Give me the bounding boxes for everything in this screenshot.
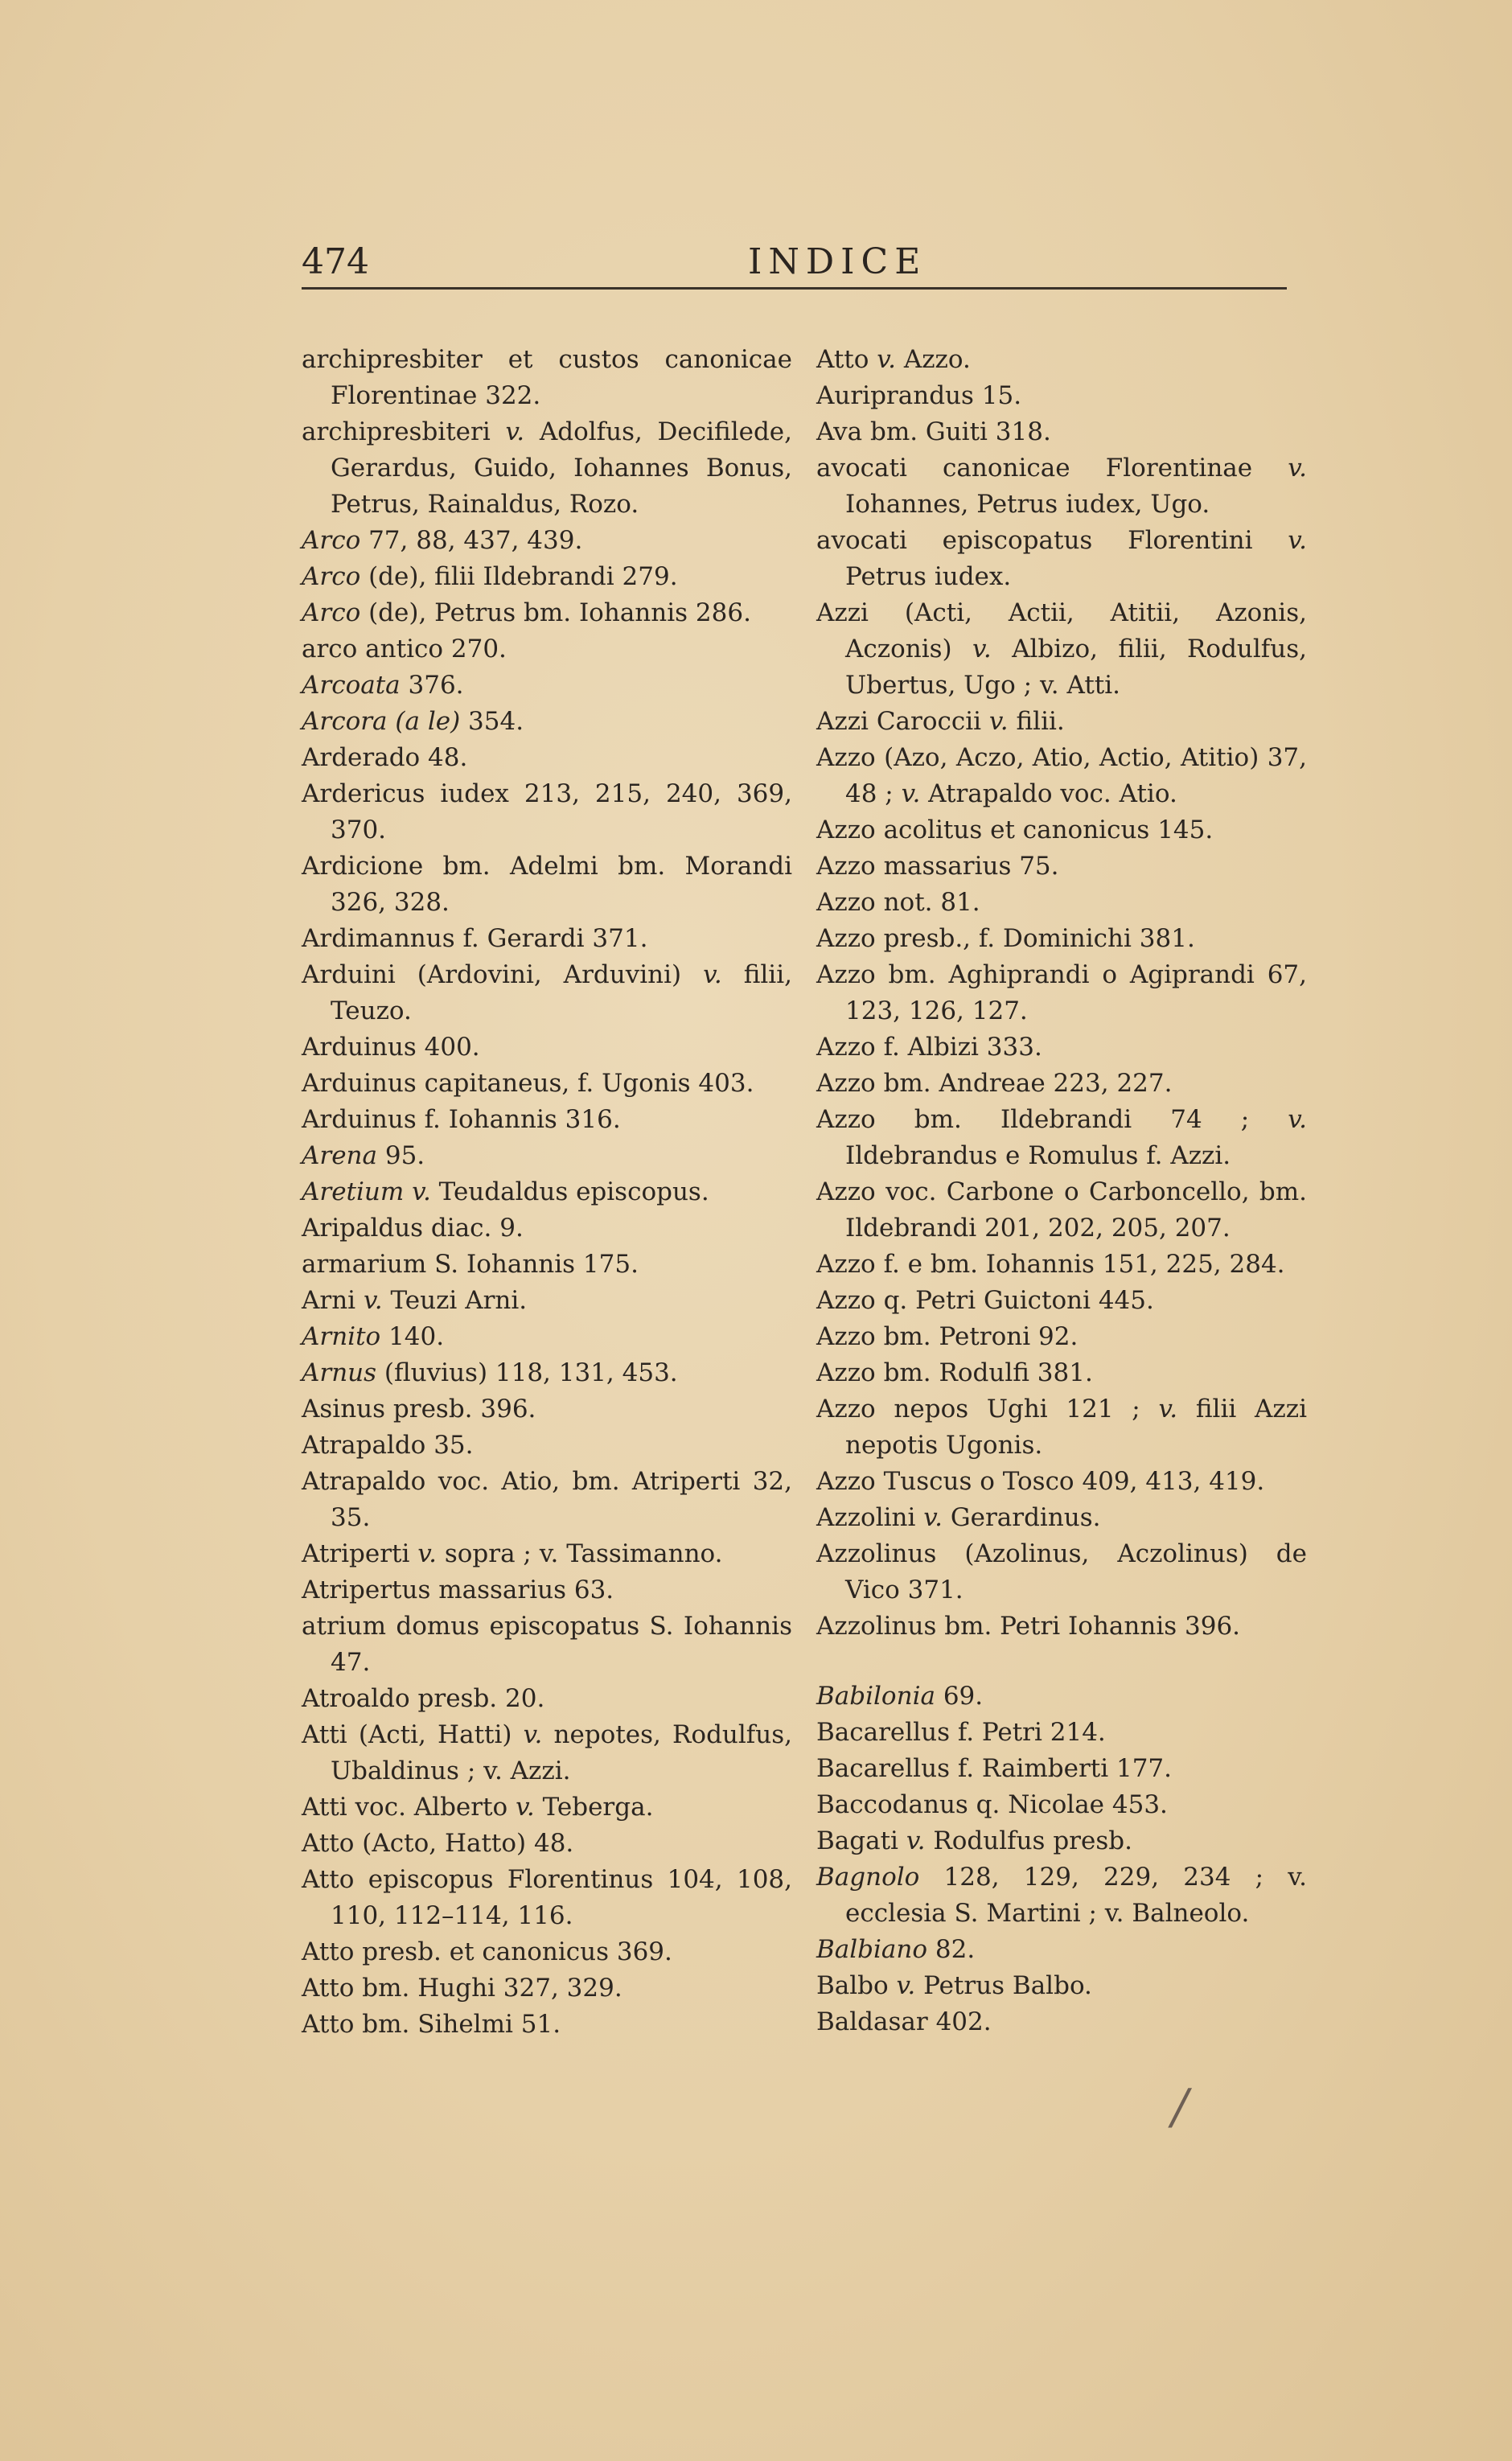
entry-it: Aretium v. xyxy=(302,1177,431,1206)
entry-post: Atto bm. Hughi 327, 329. xyxy=(302,1974,622,2003)
entry-it: Babilonia xyxy=(816,1682,935,1711)
entry-post: armarium S. Iohannis 175. xyxy=(302,1250,639,1279)
index-entry xyxy=(816,1608,1307,1645)
index-entry xyxy=(816,1968,1307,2004)
entry-post: Ardericus iudex 213, 215, 240, 369, 370. xyxy=(302,779,792,844)
index-entry xyxy=(816,1066,1307,1102)
index-entry xyxy=(816,740,1307,812)
entry-post: Ava bm. Guiti 318. xyxy=(816,417,1051,446)
index-entry xyxy=(816,1715,1307,1751)
entry-post: Teuzi Arni. xyxy=(382,1286,528,1315)
entry-post: Atto (Acto, Hatto) 48. xyxy=(302,1829,574,1858)
entry-it: v. xyxy=(988,707,1009,736)
entry-post: Bacarellus f. Raimberti 177. xyxy=(816,1754,1173,1783)
index-entry xyxy=(302,921,792,957)
entry-post: Azzo not. 81. xyxy=(816,888,980,917)
entry-it: Arnus xyxy=(302,1358,377,1387)
index-entry xyxy=(302,1102,792,1138)
index-entry xyxy=(816,1319,1307,1355)
header-rule xyxy=(302,287,1287,290)
entry-it: Arco xyxy=(302,598,361,627)
entry-it: v. xyxy=(1158,1395,1178,1424)
entry-post: Atroaldo presb. 20. xyxy=(302,1684,545,1713)
entry-post: Azzo bm. Andreae 223, 227. xyxy=(816,1069,1173,1098)
page-number: 474 xyxy=(302,241,369,282)
index-entry xyxy=(302,1210,792,1247)
entry-it: v. xyxy=(523,1720,543,1749)
entry-pre: Azzi (Acti, Actii, Atitii, Azonis, Aczonis) xyxy=(816,598,1307,664)
entry-post: Ildebrandus e Romulus f. Azzi. xyxy=(845,1141,1231,1170)
entry-it: Balbiano xyxy=(816,1935,928,1964)
index-entry xyxy=(816,1500,1307,1536)
entry-post: 128, 129, 229, 234 ; v. ecclesia S. Martini ; v. Balneolo. xyxy=(845,1863,1307,1928)
entry-pre: Atto xyxy=(816,345,877,374)
index-entry xyxy=(816,1823,1307,1859)
entry-pre: Bagati xyxy=(816,1826,906,1855)
index-entry xyxy=(816,704,1307,740)
entry-it: Arcoata xyxy=(302,671,401,700)
entry-it: v. xyxy=(516,1793,535,1822)
entry-it: v. xyxy=(901,779,921,808)
index-entry xyxy=(302,848,792,921)
entry-post: Bacarellus f. Petri 214. xyxy=(816,1718,1106,1747)
entry-post: Ardimannus f. Gerardi 371. xyxy=(302,924,648,953)
entry-it: v. xyxy=(1288,454,1307,483)
entry-post: Azzo f. Albizi 333. xyxy=(816,1033,1042,1062)
entry-post: Atto episcopus Florentinus 104, 108, 110, 112–114, 116. xyxy=(302,1865,792,1930)
entry-it: Arcora (a le) xyxy=(302,707,461,736)
entry-pre: Balbo xyxy=(816,1971,897,2000)
entry-post: nepotes, Rodulfus, Ubaldinus ; v. Azzi. xyxy=(331,1720,792,1785)
index-entry xyxy=(302,1862,792,1934)
entry-post: atrium domus episcopatus S. Iohannis 47. xyxy=(302,1612,792,1677)
entry-post: Azzo voc. Carbone o Carboncello, bm. Ildebrandi 201, 202, 205, 207. xyxy=(816,1177,1307,1243)
entry-it: v. xyxy=(877,345,896,374)
entry-post: Albizo, filii, Rodulfus, Ubertus, Ugo ; v. Atti. xyxy=(845,635,1307,700)
entry-pre: avocati canonicae Florentinae xyxy=(816,454,1288,483)
index-entry xyxy=(302,1174,792,1210)
entry-it: v. xyxy=(1288,526,1307,555)
entry-post: Adolfus, Decifilede, Gerardus, Guido, Iohannes Bonus, Petrus, Rainaldus, Rozo. xyxy=(331,417,792,519)
index-entry xyxy=(816,414,1307,450)
entry-pre: Azzo nepos Ughi 121 ; xyxy=(816,1395,1159,1424)
entry-post: archipresbiter et custos canonicae Florentinae 322. xyxy=(302,345,792,410)
index-entry xyxy=(302,1283,792,1319)
entry-it: v. xyxy=(417,1539,437,1568)
index-entry xyxy=(816,2004,1307,2040)
index-entry xyxy=(302,1789,792,1826)
entry-it: Arena xyxy=(302,1141,377,1170)
index-column-left xyxy=(302,342,792,2043)
entry-pre: Azzo bm. Ildebrandi 74 ; xyxy=(816,1105,1288,1134)
index-entry xyxy=(302,1826,792,1862)
entry-pre: archipresbiteri xyxy=(302,417,506,446)
entry-pre: Arduini (Ardovini, Arduvini) xyxy=(302,960,704,989)
index-entry xyxy=(816,1391,1307,1464)
index-entry xyxy=(816,1174,1307,1247)
entry-post: (de), Petrus bm. Iohannis 286. xyxy=(360,598,751,627)
entry-post: (de), filii Ildebrandi 279. xyxy=(360,562,678,591)
entry-pre: Arni xyxy=(302,1286,364,1315)
index-entry xyxy=(816,921,1307,957)
index-entry xyxy=(302,776,792,848)
index-entry xyxy=(302,1247,792,1283)
running-head: INDICE xyxy=(748,241,927,282)
entry-post: filii, Teuzo. xyxy=(331,960,792,1025)
entry-post: Atto presb. et canonicus 369. xyxy=(302,1937,672,1966)
entry-post: Azzo. xyxy=(895,345,971,374)
index-entry xyxy=(302,1536,792,1572)
entry-it: v. xyxy=(363,1286,383,1315)
index-entry xyxy=(302,1319,792,1355)
entry-post: Ardicione bm. Adelmi bm. Morandi 326, 328. xyxy=(302,852,792,917)
entry-post: Azzo f. e bm. Iohannis 151, 225, 284. xyxy=(816,1250,1285,1279)
entry-pre: avocati episcopatus Florentini xyxy=(816,526,1288,555)
index-entry xyxy=(302,1355,792,1391)
entry-pre: Atti (Acti, Hatti) xyxy=(302,1720,524,1749)
entry-post: Azzo bm. Rodulfi 381. xyxy=(816,1358,1093,1387)
entry-post: 77, 88, 437, 439. xyxy=(360,526,583,555)
index-entry xyxy=(302,1681,792,1717)
index-entry xyxy=(302,1428,792,1464)
entry-it: Arco xyxy=(302,562,361,591)
entry-pre: Atriperti xyxy=(302,1539,418,1568)
entry-post: Rodulfus presb. xyxy=(925,1826,1132,1855)
entry-post: Atto bm. Sihelmi 51. xyxy=(302,2010,561,2039)
index-entry xyxy=(302,1572,792,1608)
index-entry xyxy=(302,740,792,776)
entry-it: Bagnolo xyxy=(816,1863,920,1892)
entry-it: v. xyxy=(505,417,525,446)
index-entry xyxy=(816,1102,1307,1174)
entry-it: Arco xyxy=(302,526,361,555)
entry-post: Asinus presb. 396. xyxy=(302,1395,536,1424)
index-entry xyxy=(302,1934,792,1970)
entry-pre: Azzi Caroccii xyxy=(816,707,989,736)
index-entry xyxy=(816,885,1307,921)
index-entry xyxy=(816,1751,1307,1787)
entry-post: Auriprandus 15. xyxy=(816,381,1022,410)
index-entry xyxy=(302,1138,792,1174)
entry-post: Gerardinus. xyxy=(942,1503,1101,1532)
index-entry xyxy=(302,595,792,631)
entry-post: Azzo bm. Aghiprandi o Agiprandi 67, 123, 126, 127. xyxy=(816,960,1307,1025)
index-entry xyxy=(816,812,1307,848)
entry-post: sopra ; v. Tassimanno. xyxy=(436,1539,723,1568)
index-entry xyxy=(816,523,1307,595)
entry-post: Azzolinus (Azolinus, Aczolinus) de Vico 371. xyxy=(816,1539,1307,1604)
entry-it: v. xyxy=(923,1503,943,1532)
entry-post: Azzo bm. Petroni 92. xyxy=(816,1322,1079,1351)
entry-post: Azzo massarius 75. xyxy=(816,852,1059,881)
entry-post: 140. xyxy=(380,1322,445,1351)
index-entry xyxy=(302,957,792,1029)
index-entry xyxy=(816,595,1307,704)
index-entry xyxy=(302,2007,792,2043)
index-entry xyxy=(816,957,1307,1029)
entry-post: (fluvius) 118, 131, 453. xyxy=(376,1358,678,1387)
index-entry xyxy=(816,1787,1307,1823)
entry-post: Aripaldus diac. 9. xyxy=(302,1214,524,1243)
index-entry xyxy=(302,1970,792,2007)
entry-post: Arduinus 400. xyxy=(302,1033,480,1062)
index-entry xyxy=(302,1464,792,1536)
index-entry xyxy=(302,1066,792,1102)
entry-post: 376. xyxy=(400,671,464,700)
index-column-right xyxy=(816,342,1307,2040)
entry-it: v. xyxy=(906,1826,926,1855)
index-entry xyxy=(816,342,1307,378)
index-entry xyxy=(302,668,792,704)
entry-it: Arnito xyxy=(302,1322,381,1351)
entry-post: Arderado 48. xyxy=(302,743,468,772)
entry-post: arco antico 270. xyxy=(302,635,507,664)
entry-post: Atripertus massarius 63. xyxy=(302,1576,614,1604)
index-entry xyxy=(816,1932,1307,1968)
entry-post: Atrapaldo voc. Atio, bm. Atriperti 32, 35. xyxy=(302,1467,792,1532)
entry-post: Baccodanus q. Nicolae 453. xyxy=(816,1790,1168,1819)
index-entry xyxy=(302,342,792,414)
entry-post: 82. xyxy=(927,1935,976,1964)
index-entry xyxy=(302,414,792,523)
index-entry xyxy=(816,1859,1307,1932)
entry-post: Azzo presb., f. Dominichi 381. xyxy=(816,924,1195,953)
entry-post: Atrapaldo voc. Atio. xyxy=(920,779,1177,808)
entry-post: filii Azzi nepotis Ugonis. xyxy=(845,1395,1307,1460)
entry-post: Azzolinus bm. Petri Iohannis 396. xyxy=(816,1612,1241,1641)
pencil-mark: / xyxy=(1172,2079,1189,2135)
index-entry xyxy=(816,1029,1307,1066)
entry-post: filii. xyxy=(1008,707,1065,736)
index-entry xyxy=(302,704,792,740)
entry-pre: Azzolini xyxy=(816,1503,924,1532)
entry-it: v. xyxy=(896,1971,916,2000)
index-entry xyxy=(816,1464,1307,1500)
page-header xyxy=(302,241,1287,290)
entry-post: Atrapaldo 35. xyxy=(302,1431,474,1460)
entry-post: Arduinus capitaneus, f. Ugonis 403. xyxy=(302,1069,754,1098)
index-entry xyxy=(816,848,1307,885)
entry-post: Teberga. xyxy=(534,1793,654,1822)
index-entry xyxy=(302,1608,792,1681)
index-entry xyxy=(302,1029,792,1066)
entry-post: 354. xyxy=(460,707,524,736)
entry-it: v. xyxy=(1288,1105,1307,1134)
index-entry xyxy=(816,450,1307,523)
entry-post: Petrus Balbo. xyxy=(915,1971,1092,2000)
index-entry xyxy=(302,559,792,595)
entry-post: Azzo acolitus et canonicus 145. xyxy=(816,816,1214,844)
index-entry xyxy=(302,523,792,559)
entry-post: Azzo q. Petri Guictoni 445. xyxy=(816,1286,1154,1315)
entry-post: Petrus iudex. xyxy=(845,562,1012,591)
entry-pre: Atti voc. Alberto xyxy=(302,1793,516,1822)
entry-post: Iohannes, Petrus iudex, Ugo. xyxy=(845,490,1210,519)
entry-it: v. xyxy=(703,960,722,989)
index-entry xyxy=(816,1355,1307,1391)
entry-post: Baldasar 402. xyxy=(816,2007,992,2036)
entry-post: Teudaldus episcopus. xyxy=(430,1177,709,1206)
entry-it: v. xyxy=(972,635,992,664)
index-entry xyxy=(302,1717,792,1789)
index-entry xyxy=(816,1247,1307,1283)
index-entry xyxy=(816,1536,1307,1608)
entry-post: 69. xyxy=(935,1682,984,1711)
index-entry xyxy=(816,1283,1307,1319)
index-entry xyxy=(816,378,1307,414)
entry-pre: Azzo (Azo, Aczo, Atio, Actio, Atitio) 37, 48 ; xyxy=(816,743,1307,808)
index-entry xyxy=(816,1678,1307,1715)
entry-post: Azzo Tuscus o Tosco 409, 413, 419. xyxy=(816,1467,1265,1496)
entry-post: Arduinus f. Iohannis 316. xyxy=(302,1105,621,1134)
index-entry xyxy=(302,631,792,668)
index-entry xyxy=(302,1391,792,1428)
entry-post: 95. xyxy=(377,1141,425,1170)
